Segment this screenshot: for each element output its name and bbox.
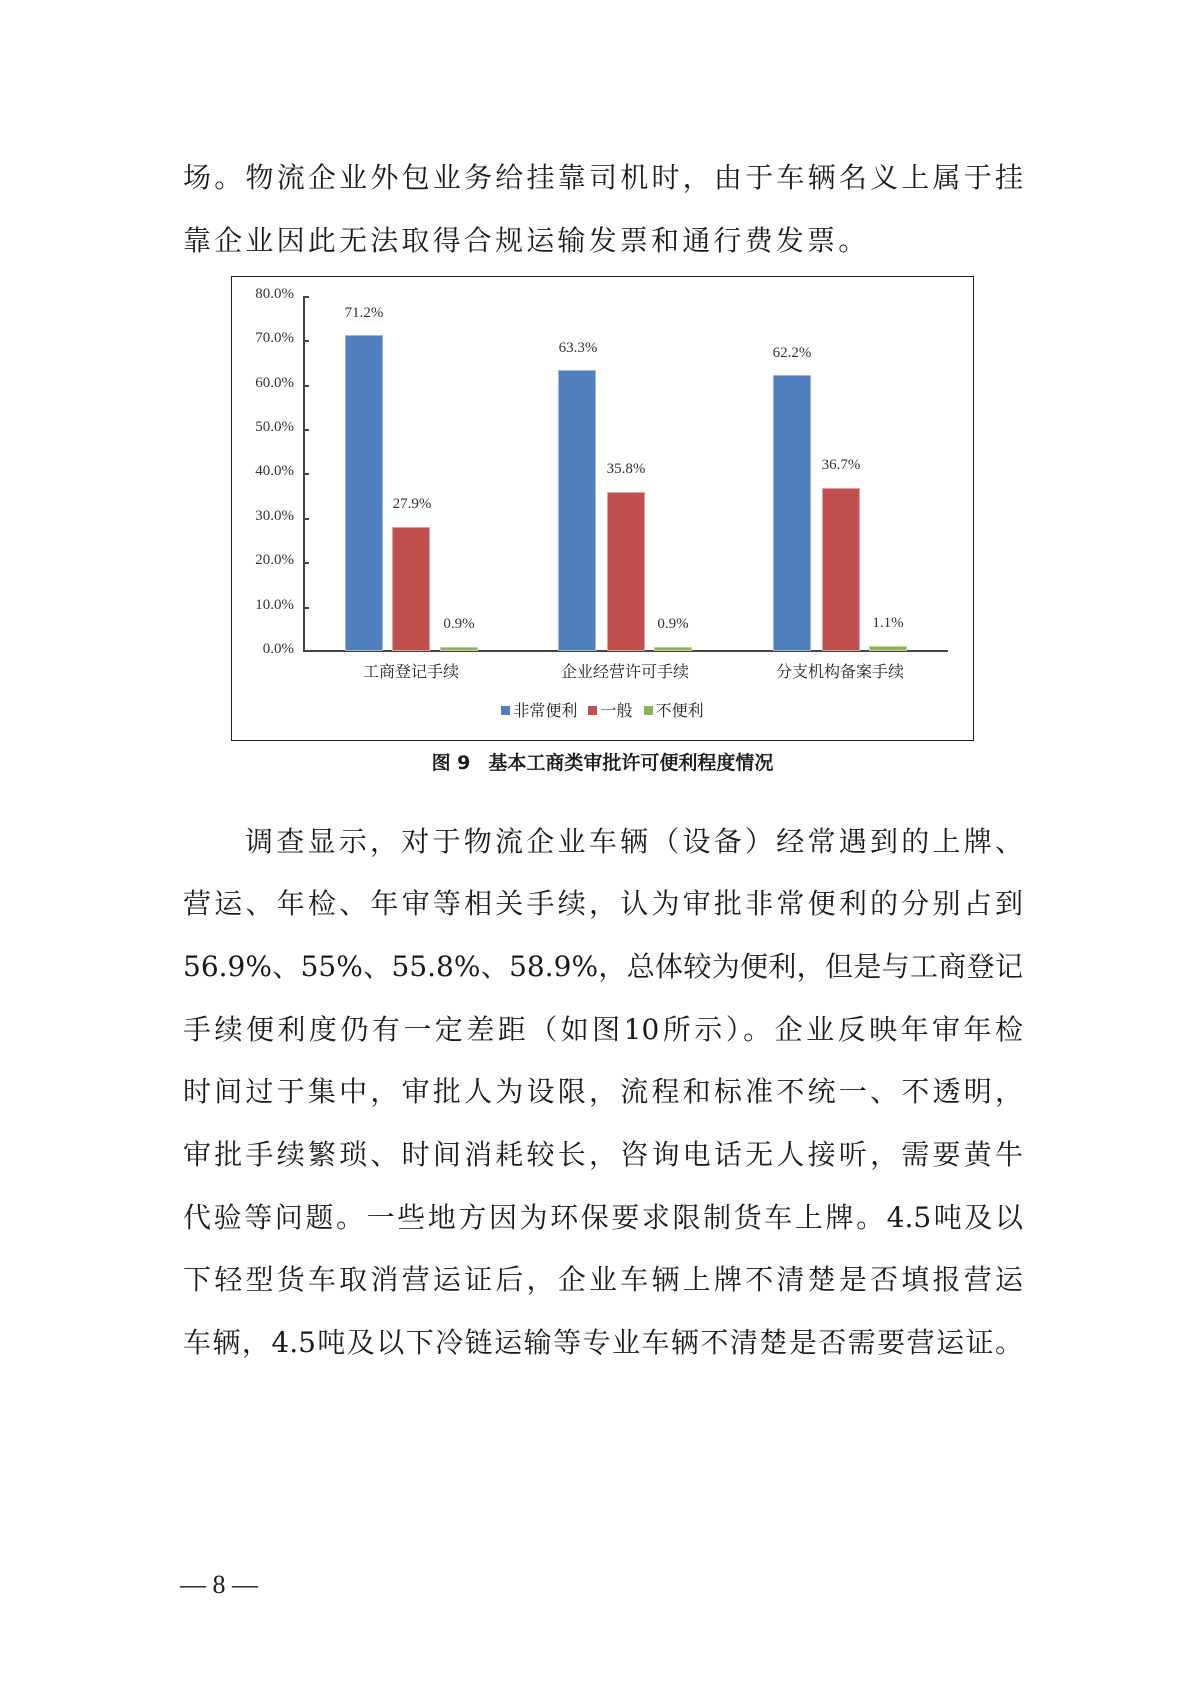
legend-label: 不便利	[655, 701, 704, 720]
text-line: 审批手续繁琐、时间消耗较长，咨询电话无人接听，需要黄牛	[183, 1138, 1023, 1171]
chart-legend	[231, 698, 974, 721]
y-tick	[303, 385, 309, 387]
bar-value-label: 0.9%	[657, 616, 689, 632]
bar-inconvenient	[440, 647, 478, 651]
bar-value-label: 62.2%	[772, 345, 812, 361]
y-tick	[303, 473, 309, 475]
legend-item-inconvenient	[644, 698, 704, 721]
y-tick	[303, 562, 309, 564]
legend-item-average	[588, 698, 632, 721]
y-tick	[303, 296, 309, 298]
text-line: 时间过于集中，审批人为设限，流程和标准不统一、不透明，	[183, 1075, 1023, 1108]
text-line: 下轻型货车取消营运证后，企业车辆上牌不清楚是否填报营运	[183, 1263, 1023, 1296]
y-tick-label: 80.0%	[255, 286, 294, 302]
legend-item-very-convenient	[501, 698, 577, 721]
figure-number: 图 9	[431, 752, 471, 774]
y-tick	[303, 340, 309, 342]
bar-inconvenient	[654, 647, 692, 651]
bar-very-convenient	[773, 375, 811, 651]
category-label: 企业经营许可手续	[560, 662, 689, 681]
text-line: 营运、年检、年审等相关手续，认为审批非常便利的分别占到	[183, 887, 1023, 920]
y-tick-label: 30.0%	[255, 508, 294, 524]
y-tick	[303, 429, 309, 431]
bar-inconvenient	[869, 646, 907, 651]
page-number: — 8 —	[180, 1570, 258, 1599]
y-tick-label: 70.0%	[255, 330, 294, 346]
text-line: 代验等问题。一些地方因为环保要求限制货车上牌。4.5吨及以	[183, 1201, 1023, 1234]
bar-value-label: 35.8%	[606, 461, 646, 477]
y-tick-label: 10.0%	[255, 597, 294, 613]
legend-swatch-red-icon	[588, 706, 597, 715]
category-label: 分支机构备案手续	[775, 662, 904, 681]
bar-value-label: 27.9%	[392, 496, 432, 512]
bar-very-convenient	[558, 370, 596, 651]
legend-label: 非常便利	[513, 701, 578, 720]
y-tick	[303, 607, 309, 609]
figure-caption	[231, 748, 974, 775]
text-line: 手续便利度仍有一定差距（如图10所示）。企业反映年审年检	[183, 1013, 1023, 1046]
bar-value-label: 0.9%	[443, 616, 475, 632]
text-line: 调查显示，对于物流企业车辆（设备）经常遇到的上牌、	[245, 825, 1023, 858]
legend-swatch-blue-icon	[501, 706, 510, 715]
bar-value-label: 1.1%	[872, 615, 904, 631]
text-line: 56.9%、55%、55.8%、58.9%，总体较为便利，但是与工商登记	[183, 950, 1023, 983]
y-tick-label: 0.0%	[262, 641, 294, 657]
y-tick-label: 50.0%	[255, 419, 294, 435]
y-tick-label: 20.0%	[255, 552, 294, 568]
text-line: 场。物流企业外包业务给挂靠司机时，由于车辆名义上属于挂	[183, 161, 1023, 194]
y-tick	[303, 518, 309, 520]
legend-label: 一般	[600, 701, 633, 720]
bar-value-label: 63.3%	[558, 340, 598, 356]
bar-value-label: 71.2%	[344, 305, 384, 321]
bar-value-label: 36.7%	[821, 457, 861, 473]
bar-very-convenient	[345, 335, 383, 651]
category-label: 工商登记手续	[362, 662, 459, 681]
y-tick-label: 40.0%	[255, 463, 294, 479]
figure-title: 基本工商类审批许可便利程度情况	[488, 752, 774, 774]
y-tick-label: 60.0%	[255, 375, 294, 391]
legend-swatch-green-icon	[644, 706, 653, 715]
text-line: 车辆，4.5吨及以下冷链运输等专业车辆不清楚是否需要营运证。	[183, 1326, 1023, 1359]
text-line: 靠企业因此无法取得合规运输发票和通行费发票。	[183, 224, 870, 257]
